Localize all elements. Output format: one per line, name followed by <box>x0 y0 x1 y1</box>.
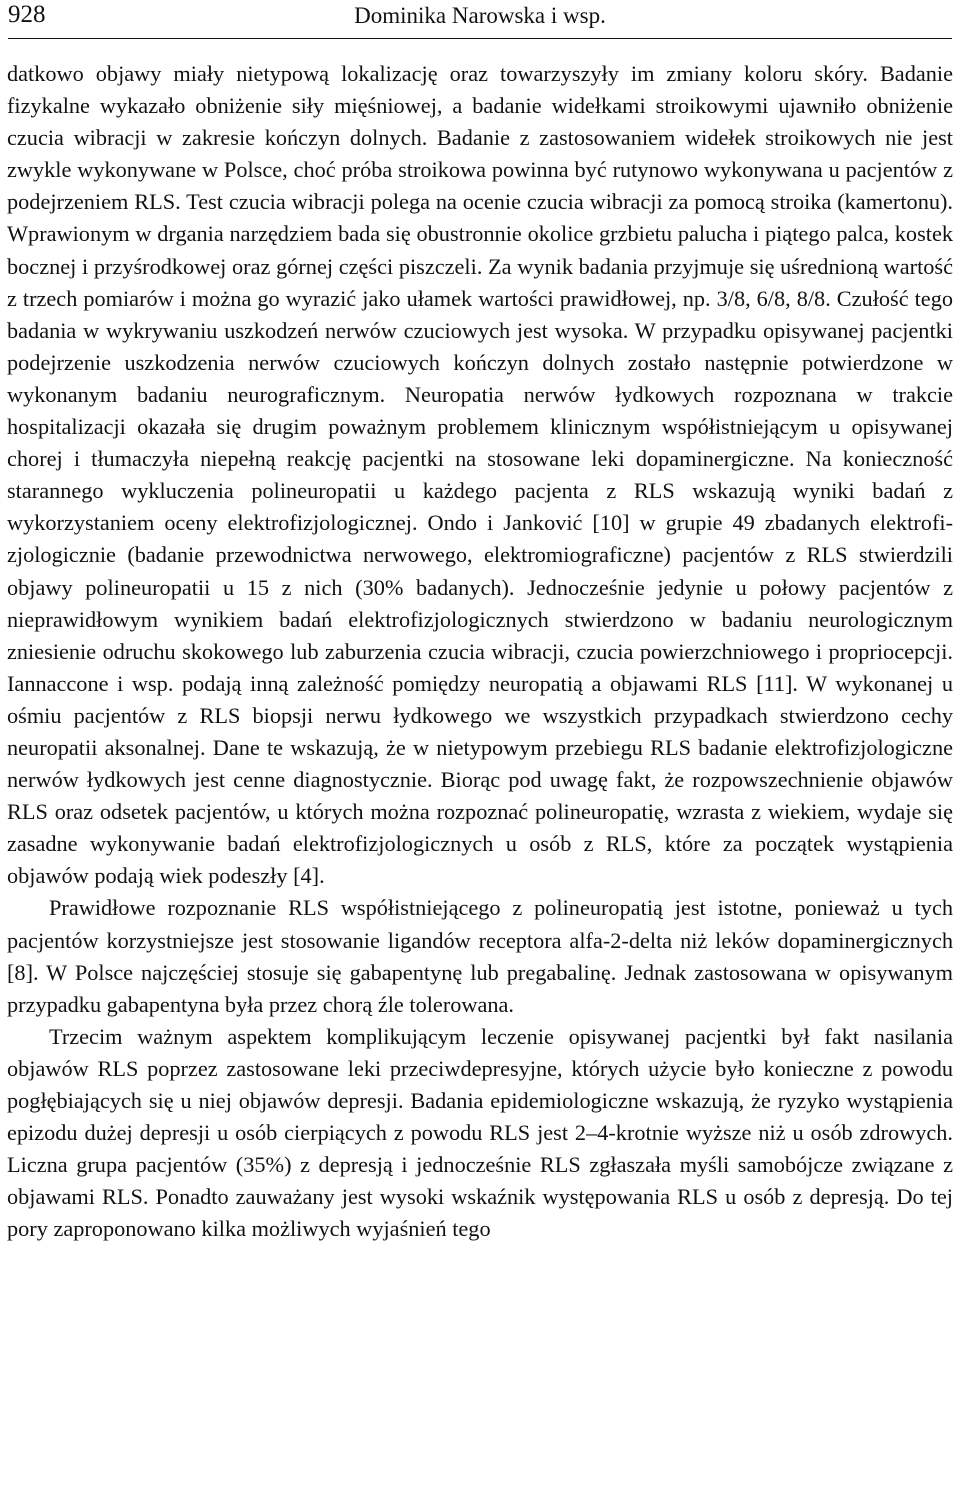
body-text <box>7 58 953 1245</box>
paragraph-continued: datkowo objawy miały nietypową lokalizację oraz towarzyszyły im zmiany koloru skóry. Badanie fizykalne wykazało obniżenie siły mięśniowej, a badanie widełkami stroikowymi ujawniło obniżenie czucia wibracji w zakresie kończyn dolnych. Badanie z zastosowaniem widełek stroikowych nie jest zwykle wykonywane w Polsce, choć próba stroikowa powinna być rutynowo wykonywana u pacjentów z podejrzeniem RLS. Test czucia wibracji polega na ocenie czucia wibracji za pomocą stroika (kamertonu). Wprawionym w drgania narzędziem bada się obustronnie okolice grzbietu palucha i piątego palca, kostek bocznej i przyśrodkowej oraz górnej części piszczeli. Za wynik badania przyjmuje się uśrednioną wartość z trzech pomiarów i można go wyrazić jako ułamek wartości prawidłowej, np. 3/8, 6/8, 8/8. Czułość tego badania w wykrywaniu uszkodzeń nerwów czuciowych jest wysoka. W przypadku opisywanej pacjentki podejrzenie uszkodzenia nerwów czuciowych kończyn dolnych zostało następnie potwierdzone w wykonanym badaniu neurograficznym. Neuropatia nerwów łydkowych rozpoznana w trakcie hospitalizacji okazała się drugim poważnym problemem klinicznym współistniejącym u opisywanej chorej i tłumaczyła niepełną reakcję pacjentki na stosowane leki dopaminergiczne. Na konieczność starannego wykluczenia polineuropatii u każdego pacjenta z RLS wskazują wyniki badań z wykorzystaniem oceny elektrofizjologicznej. Ondo i Janković [10] w grupie 49 zbadanych elektrofizjologicznie (badanie przewodnictwa nerwowego, elektromiograficzne) pacjentów z RLS stwierdzili objawy polineuropatii u 15 z nich (30% badanych). Jednocześnie jedynie u połowy pacjentów z nieprawidłowym wynikiem badań elektrofizjologicznych stwierdzono w badaniu neurologicznym zniesienie odruchu skokowego lub zaburzenia czucia wibracji, czucia powierzchniowego i propriocepcji. Iannaccone i wsp. podają inną zależność pomiędzy neuropatią a objawami RLS [11]. W wykonanej u ośmiu pacjentów z RLS biopsji nerwu łydkowego we wszystkich przypadkach stwierdzono cechy neuropatii aksonalnej. Dane te wskazują, że w nietypowym przebiegu RLS badanie elektrofizjologiczne nerwów łydkowych jest cenne diagnostycznie. Biorąc pod uwagę fakt, że rozpowszechnienie objawów RLS oraz odsetek pacjentów, u których można rozpoznać polineuropatię, wzrasta z wiekiem, wydaje się zasadne wykonywanie badań elektrofizjologicznych u osób z RLS, które za początek wystąpienia objawów podają wiek podeszły [4]. <box>7 61 953 889</box>
paragraph: Trzecim ważnym aspektem komplikującym leczenie opisywanej pacjentki był fakt nasilania objawów RLS poprzez zastosowane leki przeciwdepresyjne, których użycie było konieczne z powodu pogłębiających się u niej objawów depresji. Badania epidemiologiczne wskazują, że ryzyko wystąpienia epizodu dużej depresji u osób cierpiących z powodu RLS jest 2–4-krotnie wyższe niż u osób zdrowych. Liczna grupa pacjentów (35%) z depresją i jednocześnie RLS zgłaszała myśli samobójcze związane z objawami RLS. Ponadto zauważany jest wysoki wskaźnik występowania RLS u osób z depresją. Do tej pory zaproponowano kilka możliwych wyjaśnień tego <box>7 1023 953 1242</box>
page-number: 928 <box>8 1 46 28</box>
page-header <box>8 0 952 39</box>
paragraph: Prawidłowe rozpoznanie RLS współistniejącego z polineuropatią jest istotne, ponieważ u tych pacjentów korzystniejsze jest stosowanie ligandów receptora alfa-2-delta niż leków dopaminergicznych [8]. W Polsce najczęściej stosuje się gabapentynę lub pregabalinę. Jednak zastosowana w opisywanym przypadku gabapentyna była przez chorą źle tolerowana. <box>7 895 953 1017</box>
running-head: Dominika Narowska i wsp. <box>354 3 606 28</box>
